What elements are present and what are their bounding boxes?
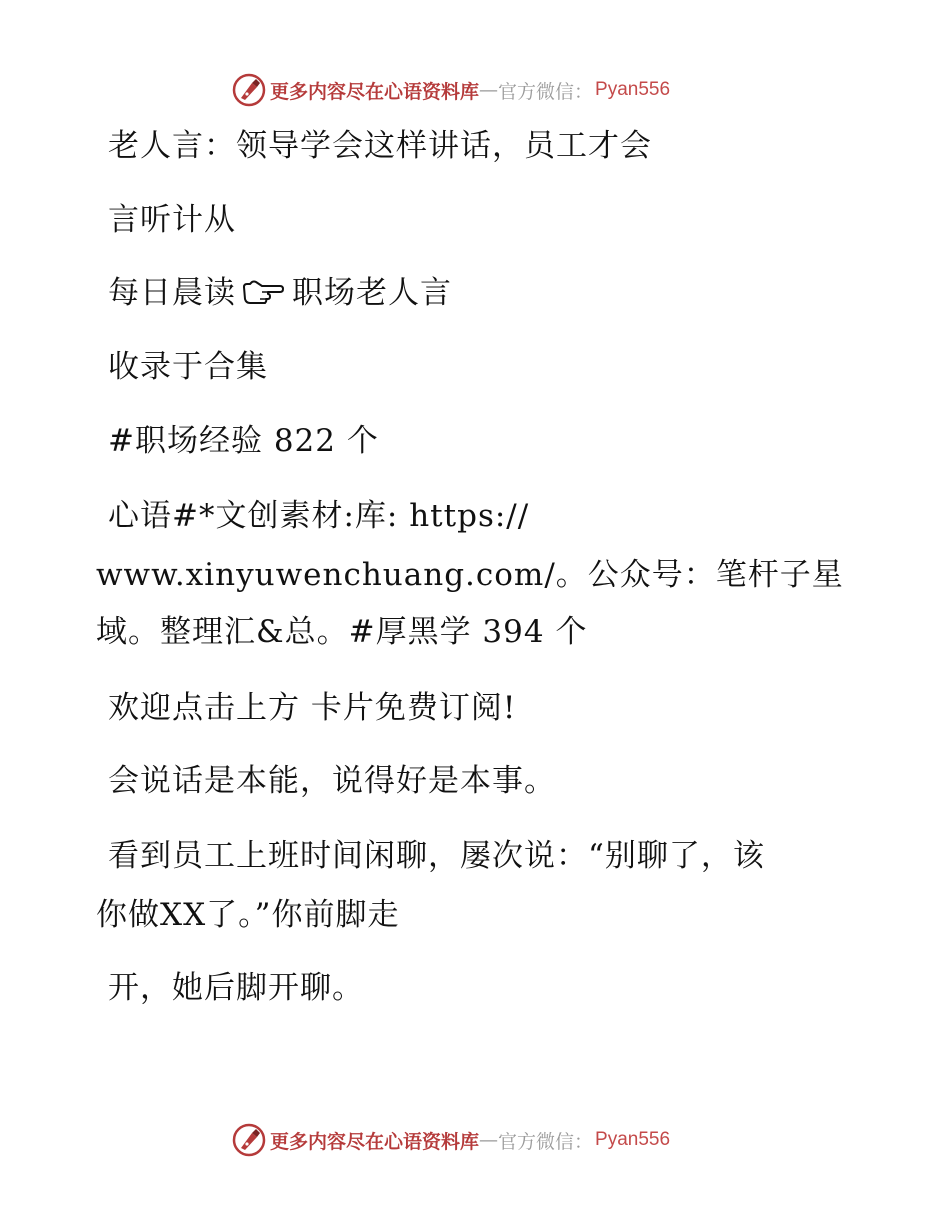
paragraph-2-line-2: 你做XX了。”你前脚走 bbox=[96, 897, 400, 933]
tag-experience: #职场经验 822 个 bbox=[108, 423, 379, 459]
collection-label: 收录于合集 bbox=[108, 349, 268, 385]
column-suffix: 职场老人言 bbox=[292, 275, 452, 311]
banner-text: 更多内容尽在心语资料库 bbox=[270, 80, 480, 103]
banner-separator: — bbox=[479, 1129, 499, 1151]
banner-wechat-id: Pyan556 bbox=[595, 79, 671, 100]
header-banner bbox=[232, 72, 732, 108]
article-title-line-2: 言听计从 bbox=[108, 202, 236, 238]
banner-separator: — bbox=[479, 79, 499, 101]
subscribe-line: 欢迎点击上方 卡片免费订阅! bbox=[108, 690, 517, 726]
banner-wechat-id: Pyan556 bbox=[595, 1129, 671, 1150]
article-title-line-1: 老人言：领导学会这样讲话，员工才会 bbox=[108, 128, 652, 164]
pen-nib-logo-icon bbox=[232, 1123, 266, 1157]
pointing-hand-icon bbox=[240, 277, 286, 307]
paragraph-2-line-3: 开，她后脚开聊。 bbox=[108, 970, 364, 1006]
paragraph-1: 会说话是本能，说得好是本事。 bbox=[108, 763, 556, 799]
column-prefix: 每日晨读 bbox=[108, 275, 236, 311]
column-line bbox=[108, 273, 452, 313]
banner-text: 更多内容尽在心语资料库 bbox=[270, 1130, 480, 1153]
source-line-1: 心语#*文创素材:库: https:// bbox=[108, 498, 530, 534]
paragraph-2-line-1: 看到员工上班时间闲聊，屡次说：“别聊了，该 bbox=[108, 838, 765, 874]
banner-official-label: 官方微信： bbox=[498, 80, 594, 103]
banner-official-label: 官方微信： bbox=[498, 1130, 594, 1153]
source-line-3: 域。整理汇&总。#厚黑学 394 个 bbox=[96, 614, 588, 650]
pen-nib-logo-icon bbox=[232, 73, 266, 107]
footer-banner bbox=[232, 1122, 732, 1158]
source-line-2: www.xinyuwenchuang.com/。公众号：笔杆子星 bbox=[96, 557, 844, 593]
